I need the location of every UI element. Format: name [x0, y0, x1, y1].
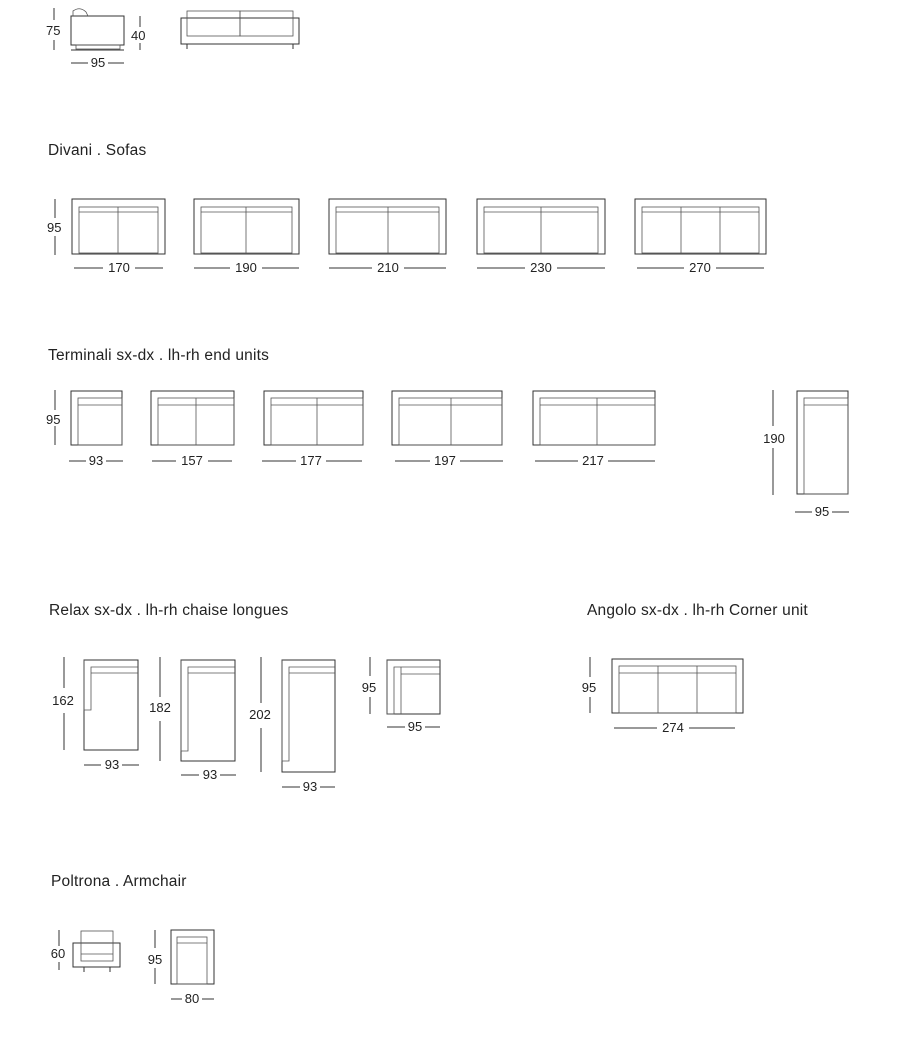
end-unit-tall-width-95: 95: [814, 504, 830, 519]
end-unit-177: [262, 391, 363, 468]
section-title-sofas: Divani . Sofas: [48, 142, 147, 159]
chaise-202: [249, 657, 335, 794]
corner-element-width-95: 95: [407, 719, 423, 734]
chaise-length-202: 202: [249, 707, 271, 722]
end-unit-157: [151, 391, 234, 468]
side-depth-dimension: [71, 55, 124, 70]
height-dimension: [46, 8, 60, 50]
sofa-side-elevation: [71, 9, 124, 50]
armchair-plan: [148, 930, 214, 1006]
chaise-width-93-a: 93: [104, 757, 120, 772]
corner-unit-274: [582, 657, 743, 735]
end-unit-width-177: 177: [300, 453, 322, 468]
section-title-armchair: Poltrona . Armchair: [51, 873, 187, 890]
height-label: 75: [46, 23, 61, 38]
armchair-width-80: 80: [184, 991, 200, 1006]
chaise-length-162: 162: [52, 693, 74, 708]
armchair-side-elevation: [51, 930, 120, 972]
section-title-chaise-longues: Relax sx-dx . lh-rh chaise longues: [49, 602, 289, 619]
sofa-front-elevation: [181, 11, 299, 49]
chaise-width-93-b: 93: [202, 767, 218, 782]
sofa-210: [329, 199, 446, 275]
sofa-270: [635, 199, 766, 275]
end-unit-width-197: 197: [434, 453, 456, 468]
sofa-170: [72, 199, 165, 275]
end-unit-width-157: 157: [181, 453, 203, 468]
seat-height-label: 40: [131, 28, 146, 43]
armchair-depth-95: 95: [147, 952, 163, 967]
end-unit-tall: [763, 390, 849, 519]
section-title-end-units: Terminali sx-dx . lh-rh end units: [48, 347, 270, 364]
corner-unit-depth-95: 95: [581, 680, 597, 695]
end-unit-93: [69, 391, 123, 468]
chaise-182: [149, 657, 236, 782]
chaise-length-182: 182: [149, 700, 171, 715]
end-unit-length-190: 190: [763, 431, 785, 446]
sofa-depth-dimension: [47, 199, 61, 255]
sofa-width-270: 270: [689, 260, 711, 275]
sofa-230: [477, 199, 605, 275]
end-unit-width-93: 93: [88, 453, 104, 468]
corner-element: [362, 657, 440, 734]
sofa-190: [194, 199, 299, 275]
sofa-width-170: 170: [108, 260, 130, 275]
sofa-width-190: 190: [235, 260, 257, 275]
corner-unit-width-274: 274: [662, 720, 684, 735]
end-unit-depth-label: 95: [46, 412, 61, 427]
chaise-width-93-c: 93: [302, 779, 318, 794]
section-title-corner-unit: Angolo sx-dx . lh-rh Corner unit: [587, 602, 808, 619]
sofa-width-210: 210: [377, 260, 399, 275]
seat-height-dimension: [131, 16, 145, 50]
end-unit-width-217: 217: [582, 453, 604, 468]
sofa-depth-label: 95: [47, 220, 62, 235]
end-unit-217: [533, 391, 655, 468]
side-depth-label: 95: [90, 55, 106, 70]
end-unit-depth-dimension: [46, 390, 60, 445]
armchair-height-60: 60: [50, 946, 66, 961]
sofa-width-230: 230: [530, 260, 552, 275]
end-unit-197: [392, 391, 503, 468]
corner-element-depth-95: 95: [361, 680, 377, 695]
chaise-162: [52, 657, 139, 772]
